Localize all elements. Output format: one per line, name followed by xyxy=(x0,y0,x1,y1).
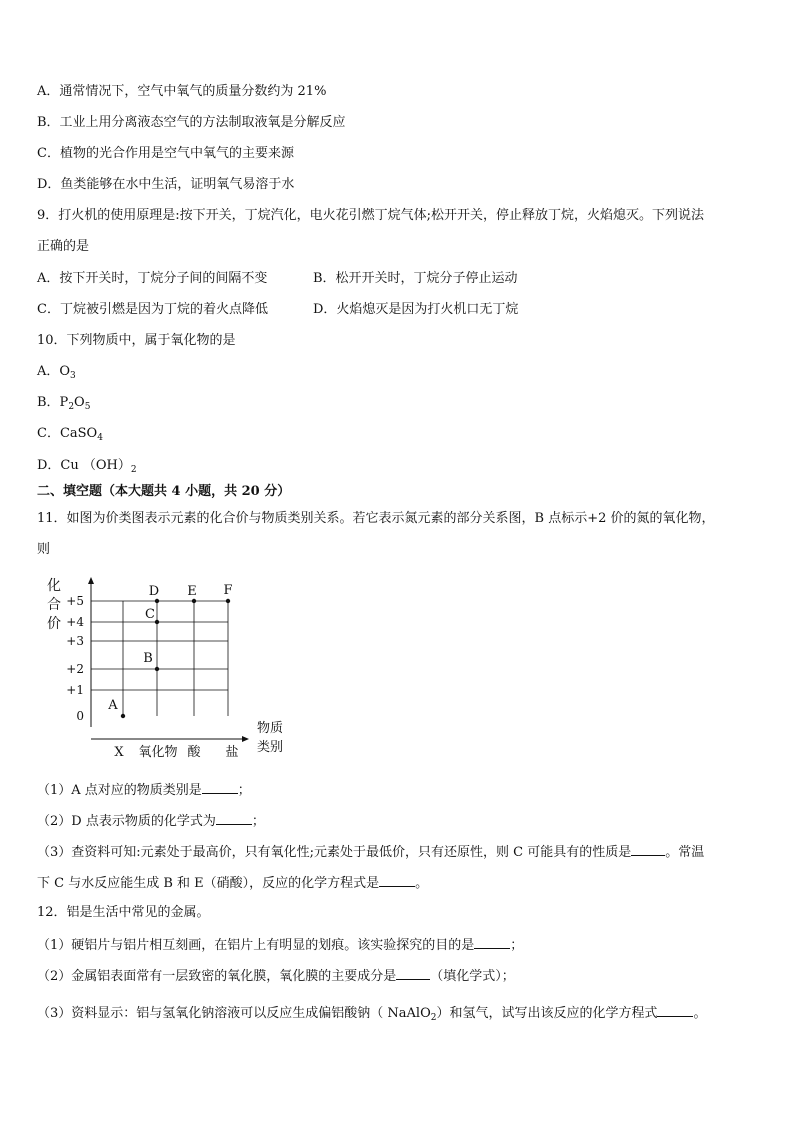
q11-sub1: （1）A 点对应的物质类别是 ； xyxy=(37,783,251,798)
answer-blank[interactable] xyxy=(631,843,665,856)
y-tick-label: +4 xyxy=(66,615,84,629)
y-axis-label-char: 化 xyxy=(47,578,61,594)
answer-blank[interactable] xyxy=(379,874,415,887)
q10-option-d: D．Cu $(OH)_2$ xyxy=(37,458,137,475)
answer-blank[interactable] xyxy=(202,781,238,794)
q11-sub3-line2: 下 C 与水反应能生成 B 和 E（硝酸），反应的化学方程式是 。 xyxy=(37,876,429,891)
x-tick-label: X xyxy=(114,745,124,760)
x-axis-label-line2: 类别 xyxy=(256,740,284,755)
x-tick-labels xyxy=(114,744,238,760)
data-point-label-b: B xyxy=(143,651,153,666)
q11-stem-line1: 11．如图为价类图表示元素的化合价与物质类别关系。若它表示氮元素的部分关系图，B 点标示+2 价的氮的氧化物， xyxy=(37,511,715,526)
q9-stem-line2: 正确的是 xyxy=(37,239,90,254)
data-point-b xyxy=(155,667,159,671)
q10-option-c: C．CaSO$_4$ xyxy=(37,426,103,443)
data-point-label-f: F xyxy=(223,583,233,598)
y-tick-labels xyxy=(66,594,84,723)
x-axis-label xyxy=(257,720,283,755)
answer-blank[interactable] xyxy=(396,967,430,980)
q12-sub2: （2）金属铝表面常有一层致密的氧化膜，氧化膜的主要成分是 （填化学式）； xyxy=(37,969,515,984)
q10-option-b: B．$P_2O_5$ xyxy=(37,395,91,412)
q12-sub1: （1）硬铝片与铝片相互刻画，在铝片上有明显的划痕。该实验探究的目的是 ； xyxy=(37,938,524,953)
y-axis-label-char: 合 xyxy=(47,597,61,613)
data-point-d xyxy=(155,599,159,603)
q8-option-d: D．鱼类能够在水中生活，证明氧气易溶于水 xyxy=(37,177,295,192)
data-point-e xyxy=(192,599,196,603)
y-tick-label: +3 xyxy=(66,634,84,648)
valence-class-chart xyxy=(40,570,300,765)
y-tick-label: 0 xyxy=(76,709,84,723)
data-point-label-e: E xyxy=(187,584,197,599)
data-point-label-d: D xyxy=(148,584,160,599)
q12-stem: 12．铝是生活中常见的金属。 xyxy=(37,905,210,920)
y-tick-label: +1 xyxy=(66,683,84,697)
section-heading: 二、填空题（本大题共 4 小题，共 20 分） xyxy=(37,484,291,499)
y-tick-label: +5 xyxy=(66,594,84,608)
q8-option-b: B．工业上用分离液态空气的方法制取液氧是分解反应 xyxy=(37,115,346,130)
q9-option-b: B．松开开关时，丁烷分子停止运动 xyxy=(313,271,518,286)
data-point-a xyxy=(121,714,125,718)
q11-sub2: （2）D 点表示物质的化学式为 ； xyxy=(37,814,265,829)
q10-stem: 10．下列物质中，属于氧化物的是 xyxy=(37,333,236,348)
data-point-c xyxy=(155,620,159,624)
y-tick-label: +2 xyxy=(66,662,84,676)
q8-option-a: A．通常情况下，空气中氧气的质量分数约为 21% xyxy=(37,84,327,99)
q9-option-c: C．丁烷被引燃是因为丁烷的着火点降低 xyxy=(37,302,268,317)
x-tick-label: 氧化物 xyxy=(138,745,178,760)
x-tick-label: 盐 xyxy=(225,745,239,760)
data-point-f xyxy=(226,599,230,603)
y-axis-label xyxy=(47,578,61,632)
q8-option-c: C．植物的光合作用是空气中氧气的主要来源 xyxy=(37,146,294,161)
data-points xyxy=(107,583,232,718)
x-axis-label-line1: 物质 xyxy=(256,721,284,736)
q9-option-a: A．按下开关时，丁烷分子间的间隔不变 xyxy=(37,271,268,286)
q11-stem-line2: 则 xyxy=(37,542,51,557)
data-point-label-a: A xyxy=(108,698,118,713)
answer-blank[interactable] xyxy=(474,936,510,949)
q11-sub3-line1: （3）查资料可知:元素处于最高价，只有氧化性;元素处于最低价，只有还原性，则 C 可能具有的性质是 。常温 xyxy=(37,845,705,860)
x-tick-label: 酸 xyxy=(187,745,201,760)
answer-blank[interactable] xyxy=(216,812,252,825)
q12-sub3: （3）资料显示：铝与氢氧化钠溶液可以反应生成偏铝酸钠（ NaAlO$_2$）和氢气，试写出该反应的化学方程式 。 xyxy=(37,1006,707,1023)
answer-blank[interactable] xyxy=(657,1004,693,1017)
q9-stem-line1: 9．打火机的使用原理是:按下开关，丁烷汽化，电火花引燃丁烷气体;松开开关，停止释放丁烷，火焰熄灭。下列说法 xyxy=(37,208,705,223)
q9-option-d: D．火焰熄灭是因为打火机口无丁烷 xyxy=(313,302,519,317)
y-axis-label-char: 价 xyxy=(47,616,61,632)
data-point-label-c: C xyxy=(145,607,155,622)
q10-option-a: A．$O_3$ xyxy=(37,364,76,381)
